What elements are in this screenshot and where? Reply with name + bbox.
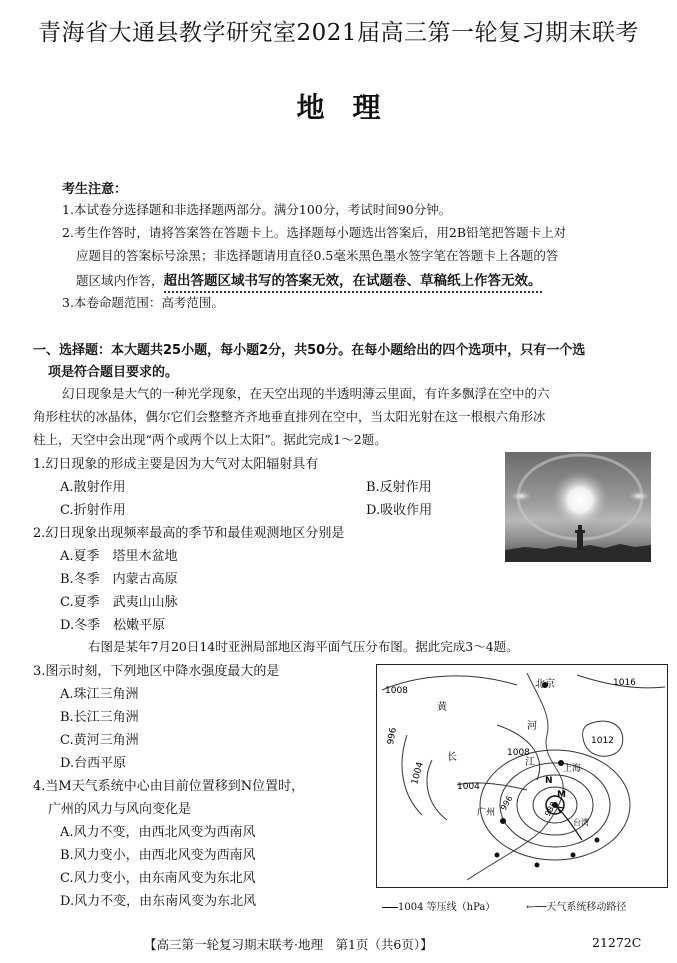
notice-item-2-line2: 应题目的答案标号涂黑；非选择题请用直径0.5毫米黑色墨水签字笔在答题卡上各题的答	[76, 248, 559, 263]
footer-code: 21272C	[592, 935, 642, 950]
q3-option-d[interactable]: D.台西平原	[60, 756, 127, 771]
section-heading-line1: 一、选择题：本大题共25小题，每小题2分，共50分。在每小题给出的四个选项中，只有一个选	[33, 343, 586, 358]
q1-option-d[interactable]: D.吸收作用	[366, 503, 433, 518]
map-place-label: 江	[525, 757, 535, 768]
q4-option-a[interactable]: A.风力不变，由西北风变为西南风	[60, 825, 256, 840]
map-isobar-label: 996	[498, 794, 515, 812]
q3-option-c[interactable]: C.黄河三角洲	[60, 733, 139, 748]
map-isobar-label: 1004	[457, 782, 480, 792]
map-legend-path	[526, 898, 626, 913]
sun-dog-photo-drawing	[505, 452, 651, 562]
q2-option-c[interactable]: C.夏季 武夷山山脉	[60, 595, 178, 610]
q3-stem: 3.图示时刻，下列地区中降水强度最大的是	[33, 664, 280, 679]
map-place-label: 上海	[563, 764, 582, 774]
q4-stem-line2: 广州的风力与风向变化是	[48, 802, 192, 817]
sun-dog-photo	[505, 452, 651, 562]
legend-isobar-text: 1004 等压线（hPa）	[398, 902, 496, 913]
q2-stem: 2.幻日现象出现频率最高的季节和最佳观测地区分别是	[33, 526, 345, 541]
map-place-label: 广州	[477, 808, 496, 818]
q2-option-d[interactable]: D.冬季 松嫩平原	[60, 618, 166, 633]
notice-item-3: 3.本卷命题范围：高考范围。	[62, 295, 224, 310]
map-place-label: 台湾	[573, 818, 589, 827]
map-place-label: 黄	[437, 702, 447, 713]
q1-option-b[interactable]: B.反射作用	[366, 480, 432, 495]
q3-option-b[interactable]: B.长江三角洲	[60, 710, 139, 725]
map-isobar-label: 1004	[410, 761, 426, 786]
exam-title: 青海省大通县教学研究室2021届高三第一轮复习期末联考	[37, 20, 640, 46]
map-place-label: 河	[527, 721, 537, 732]
notice-item-2-emphasis: 超出答题区域书写的答案无效，在试题卷、草稿纸上作答无效。	[164, 273, 542, 293]
map-place-label: 北京	[535, 679, 555, 690]
notice-item-2-line1: 2.考生作答时，请将答案答在答题卡上。选择题每小题选出答案后，用2B铅笔把答题卡上对	[62, 225, 567, 240]
map-isobar-label: 1008	[507, 748, 530, 758]
q4-stem-line1: 4.当M天气系统中心由目前位置移到N位置时，	[33, 779, 305, 794]
footer-text: 【高三第一轮复习期末联考·地理 第1页（共6页）】	[144, 937, 433, 952]
q4-option-d[interactable]: D.风力不变，由东南风变为东北风	[60, 894, 257, 909]
pressure-map-drawing	[377, 665, 667, 887]
legend-path-arrow: ←──	[526, 902, 547, 913]
q1-option-c[interactable]: C.折射作用	[60, 503, 126, 518]
passage2-line1: 右图是某年7月20日14时亚洲局部地区海平面气压分布图。据此完成3～4题。	[88, 639, 519, 654]
section-heading-line2: 项是符合题目要求的。	[48, 365, 179, 380]
q4-option-c[interactable]: C.风力变小，由东南风变为东北风	[60, 871, 256, 886]
subject-title: 地 理	[296, 91, 381, 124]
q4-option-b[interactable]: B.风力变小，由西北风变为西南风	[60, 848, 256, 863]
passage1-line3: 柱上，天空中会出现“两个或两个以上太阳”。据此完成1～2题。	[33, 432, 387, 447]
map-isobar-label: 988	[542, 800, 559, 818]
q1-option-a[interactable]: A.散射作用	[60, 480, 126, 495]
notice-item-2-line3	[76, 269, 542, 289]
map-isobar-label: 1008	[385, 686, 408, 696]
legend-path-text: 天气系统移动路径	[546, 902, 627, 913]
map-point-m: M	[557, 790, 566, 800]
q2-option-b[interactable]: B.冬季 内蒙古高原	[60, 572, 178, 587]
q1-stem: 1.幻日现象的形成主要是因为大气对太阳辐射具有	[33, 457, 319, 472]
pressure-map	[376, 664, 668, 888]
map-legend-isobar	[382, 898, 495, 913]
map-isobar-label: 1012	[591, 736, 614, 746]
notice-heading: 考生注意：	[62, 182, 128, 197]
map-point-n: N	[545, 776, 553, 786]
q3-option-a[interactable]: A.珠江三角洲	[60, 687, 139, 702]
legend-isobar-line	[382, 907, 398, 908]
passage1-line1: 幻日现象是大气的一种光学现象，在天空出现的半透明薄云里面，有许多飘浮在空中的六	[62, 386, 550, 401]
map-isobar-label: 996	[386, 726, 399, 746]
q2-option-a[interactable]: A.夏季 塔里木盆地	[60, 549, 178, 564]
notice-item-2-line3-pre: 题区域内作答，	[76, 273, 164, 288]
passage1-line2: 角形柱状的冰晶体，偶尔它们会整整齐齐地垂直排列在空中，当太阳光射在这一根根六角形冰	[33, 409, 546, 424]
map-place-label: 长	[447, 752, 457, 763]
notice-item-1: 1.本试卷分选择题和非选择题两部分。满分100分，考试时间90分钟。	[62, 202, 452, 217]
map-isobar-label: 1016	[613, 678, 636, 688]
